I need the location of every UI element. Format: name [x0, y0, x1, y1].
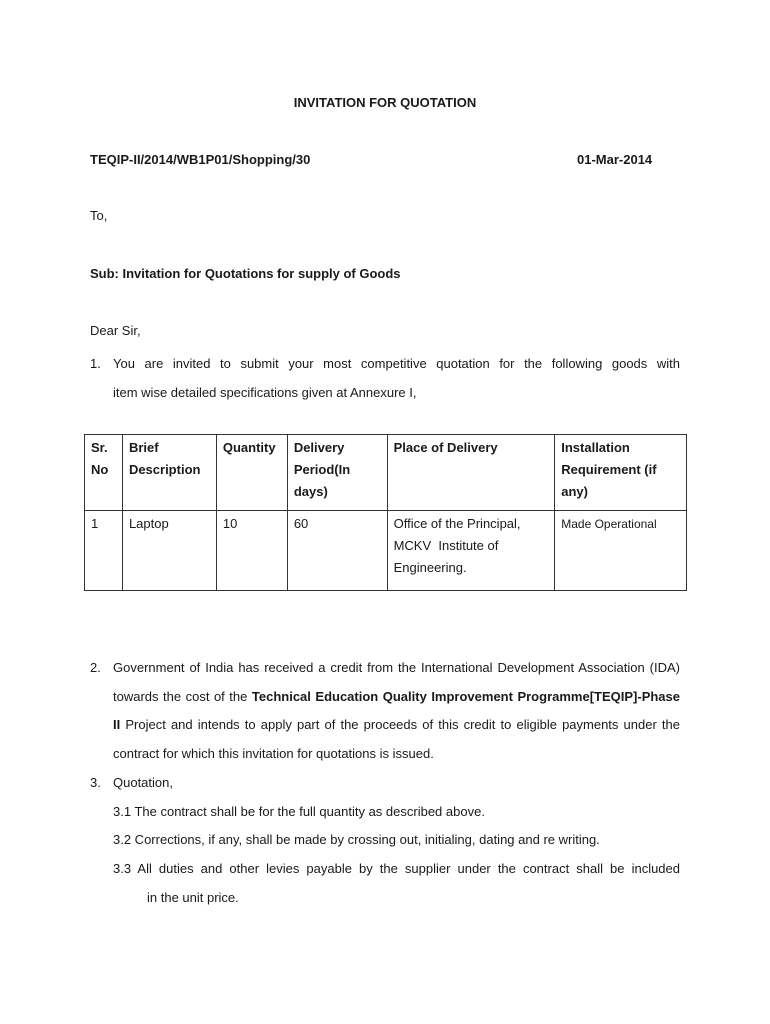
place-line-1: Office of the Principal,: [393, 516, 521, 531]
goods-specification-table: [84, 434, 687, 591]
paragraph-3-label: Quotation,: [113, 775, 173, 790]
paragraph-1-number: 1.: [90, 356, 101, 371]
header-installation: [555, 435, 687, 511]
header-sr-line-1: Sr.: [91, 440, 108, 455]
table-row: [85, 511, 687, 591]
header-delivery-period: [287, 435, 387, 511]
header-description: [122, 435, 216, 511]
header-quantity: Quantity: [216, 435, 287, 511]
clause-3-2: 3.2 Corrections, if any, shall be made by crossing out, initialing, dating and re writing.: [113, 832, 600, 847]
table-header-row: [85, 435, 687, 511]
header-sr-no: [85, 435, 123, 511]
document-date: 01-Mar-2014: [577, 152, 653, 167]
paragraph-2: [113, 654, 680, 769]
document-title: INVITATION FOR QUOTATION: [293, 95, 477, 110]
header-install-line-1: Installation: [561, 440, 630, 455]
header-place-of-delivery: Place of Delivery: [387, 435, 555, 511]
paragraph-2-programme-name: Technical Education Quality Improvement Programme[TEQIP]-Phase II: [113, 688, 680, 733]
header-delivery-line-3: days): [293, 484, 328, 499]
clause-3-3-continuation: in the unit price.: [147, 890, 239, 905]
reference-number: TEQIP-II/2014/WB1P01/Shopping/30: [90, 152, 311, 167]
header-delivery-line-2: Period(In: [293, 462, 351, 477]
clause-3-3: 3.3 All duties and other levies payable by the supplier under the contract shall be included: [113, 861, 680, 876]
cell-description: Laptop: [122, 511, 216, 591]
header-sr-line-2: No: [91, 462, 109, 477]
paragraph-2-text-end: Project and intends to apply part of the proceeds of this credit to eligible payments under the contract for which this invitation for quotations is issued.: [113, 717, 680, 762]
cell-delivery-period: 60: [287, 511, 387, 591]
paragraph-2-number: 2.: [90, 660, 101, 675]
cell-installation: Made Operational: [555, 511, 687, 591]
place-line-2: MCKV Institute of: [393, 538, 499, 553]
cell-place-of-delivery: [387, 511, 555, 591]
clause-3-1: 3.1 The contract shall be for the full quantity as described above.: [113, 804, 485, 819]
cell-quantity: 10: [216, 511, 287, 591]
header-delivery-line-1: Delivery: [293, 440, 345, 455]
salutation: Dear Sir,: [90, 323, 141, 338]
paragraph-2-text-start: Government of India has received a credit from the International Development Association (IDA) towards the cost of the: [113, 660, 680, 704]
place-line-3: Engineering.: [393, 560, 467, 575]
paragraph-3-number: 3.: [90, 775, 101, 790]
header-install-line-3: any): [561, 484, 588, 499]
cell-sr-no: 1: [85, 511, 123, 591]
paragraph-1-line-2: item wise detailed specifications given at Annexure I,: [113, 385, 417, 400]
paragraph-1-line-1: You are invited to submit your most competitive quotation for the following goods with: [113, 356, 680, 371]
header-install-line-2: Requirement (if: [561, 462, 657, 477]
header-desc-line-2: Description: [128, 462, 201, 477]
header-desc-line-1: Brief: [128, 440, 159, 455]
addressee: To,: [90, 208, 108, 223]
subject-line: Sub: Invitation for Quotations for supply of Goods: [90, 266, 401, 281]
